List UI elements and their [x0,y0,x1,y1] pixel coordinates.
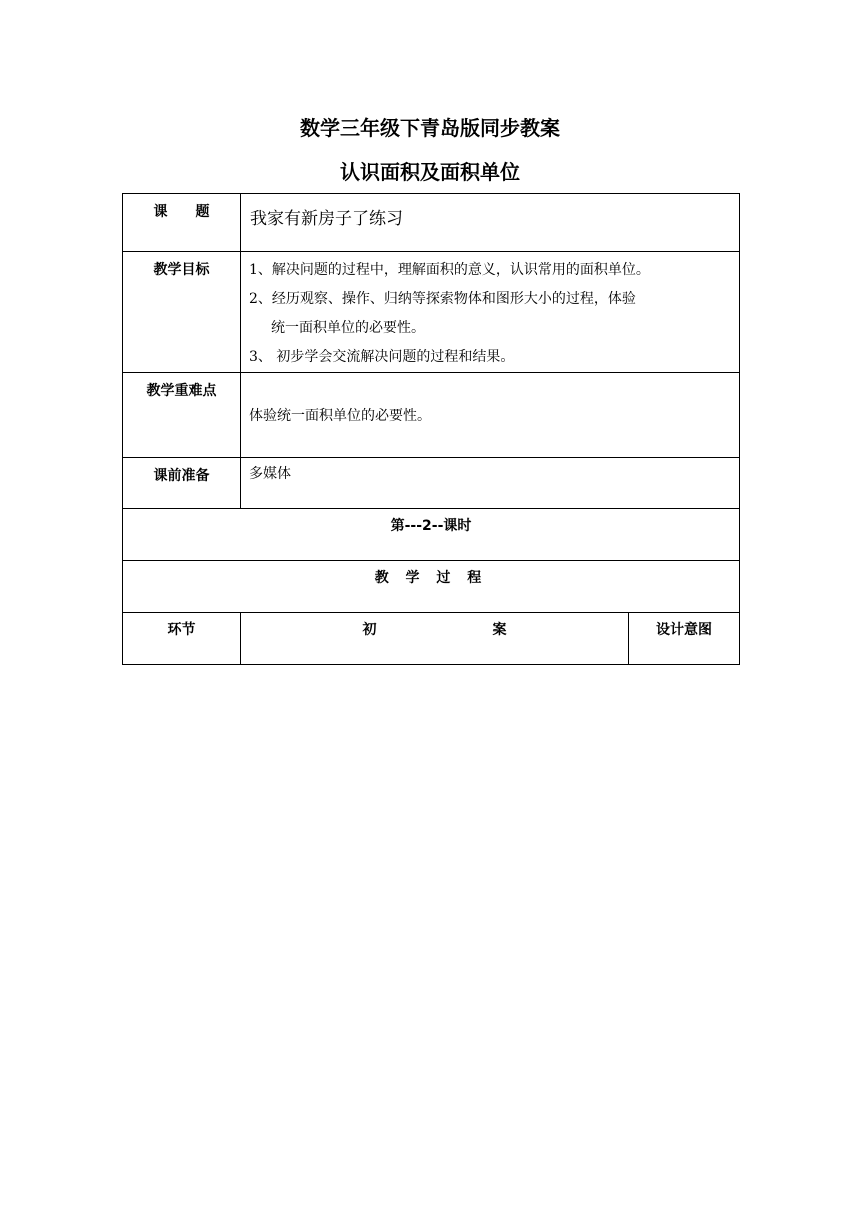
document-title: 数学三年级下青岛版同步教案 [300,116,560,140]
table-row [123,252,740,373]
goal-item: 3、 初步学会交流解决问题的过程和结果。 [249,349,515,365]
key-points-value: 体验统一面积单位的必要性。 [241,373,740,458]
table-row [123,613,740,665]
goal-item: 统一面积单位的必要性。 [271,320,425,336]
table-row [123,509,740,561]
goals-content [241,252,740,373]
goal-item: 2、经历观察、操作、归纳等探索物体和图形大小的过程，体验 [249,291,636,307]
preparation-label: 课前准备 [123,458,241,509]
goals-label: 教学目标 [123,252,241,373]
draft-left-char: 初 [362,622,377,638]
table-row [123,194,740,252]
column-header-stage: 环节 [123,613,241,665]
goal-item: 1、解决问题的过程中，理解面积的意义，认识常用的面积单位。 [249,262,650,278]
table-row [123,561,740,613]
process-title: 教 学 过 程 [123,561,740,613]
table-row [123,458,740,509]
key-points-label: 教学重难点 [123,373,241,458]
topic-value: 我家有新房子了练习 [241,194,740,252]
lesson-plan-table [122,193,740,665]
topic-label: 课 题 [123,194,241,252]
document-subtitle: 认识面积及面积单位 [340,160,520,184]
column-header-draft [241,613,629,665]
preparation-value: 多媒体 [241,458,740,509]
column-header-intent: 设计意图 [629,613,740,665]
draft-right-char: 案 [492,622,507,638]
table-row [123,373,740,458]
lesson-number: 第---2--课时 [123,509,740,561]
